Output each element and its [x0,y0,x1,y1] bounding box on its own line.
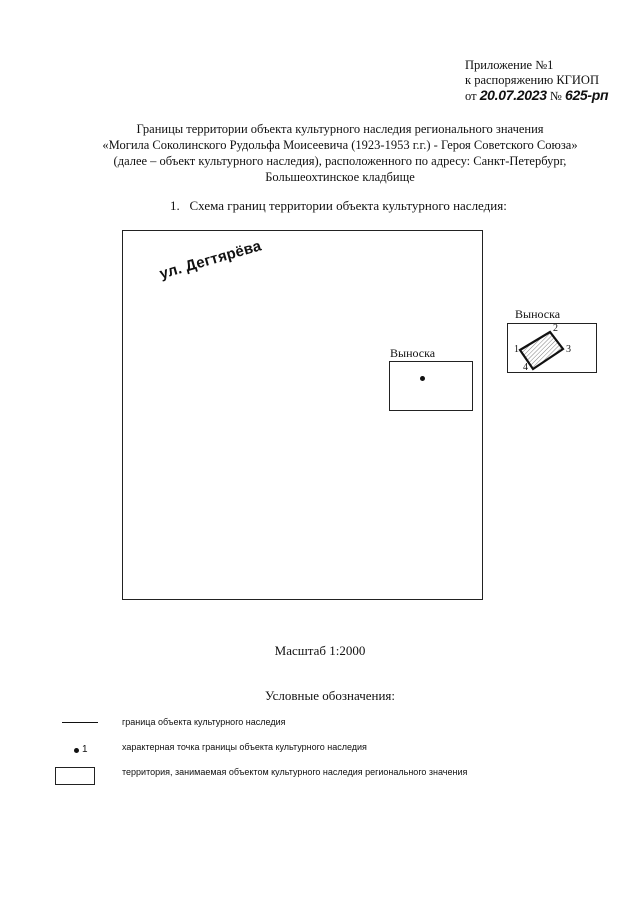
legend-title: Условные обозначения: [264,688,396,703]
legend-point-number: 1 [82,744,88,755]
appendix-header [465,58,608,104]
heritage-site-marker [420,376,425,381]
inset-point-2: 2 [553,323,558,334]
street-label: ул. Дегтярёва [157,237,264,283]
section-heading [170,198,507,214]
title-line-4: Большеохтинское кладбище [265,170,415,184]
legend-point-symbol [74,748,79,753]
section-number: 1. [170,198,180,213]
appendix-line-2: к распоряжению КГИОП [465,73,599,87]
appendix-date-prefix: от [465,89,477,103]
title-line-3: (далее – объект культурного наследия), расположенного по адресу: Санкт-Петербург, [113,154,567,168]
document-title [40,121,640,185]
title-line-2: «Могила Соколинского Рудольфа Моисеевича (1923-1953 г.г.) - Героя Советского Союза» [102,138,578,152]
appendix-number: 625-рп [564,87,609,103]
section-text: Схема границ территории объекта культурного наследия: [189,198,507,213]
appendix-line-3 [465,88,608,104]
legend-area-symbol [55,767,95,785]
legend-point-text: характерная точка границы объекта культурного наследия [122,742,367,752]
inset-box [507,323,597,373]
inset-label: Выноска [515,307,561,321]
inset-point-1: 1 [514,344,519,355]
map-scale: Масштаб 1:2000 [274,643,366,658]
appendix-line-1: Приложение №1 [465,58,554,72]
legend-boundary-text: граница объекта культурного наследия [122,717,286,727]
inset-point-4: 4 [523,362,528,373]
map-callout-box [389,361,473,411]
title-line-1: Границы территории объекта культурного наследия регионального значения [136,122,544,136]
map-frame [122,230,483,600]
appendix-date: 20.07.2023 [479,87,547,103]
appendix-number-sign: № [549,89,562,103]
map-callout-label: Выноска [390,346,436,360]
legend-area-text: территория, занимаемая объектом культурного наследия регионального значения [122,767,468,777]
inset-point-3: 3 [566,344,571,355]
legend-boundary-line-symbol [62,722,98,723]
